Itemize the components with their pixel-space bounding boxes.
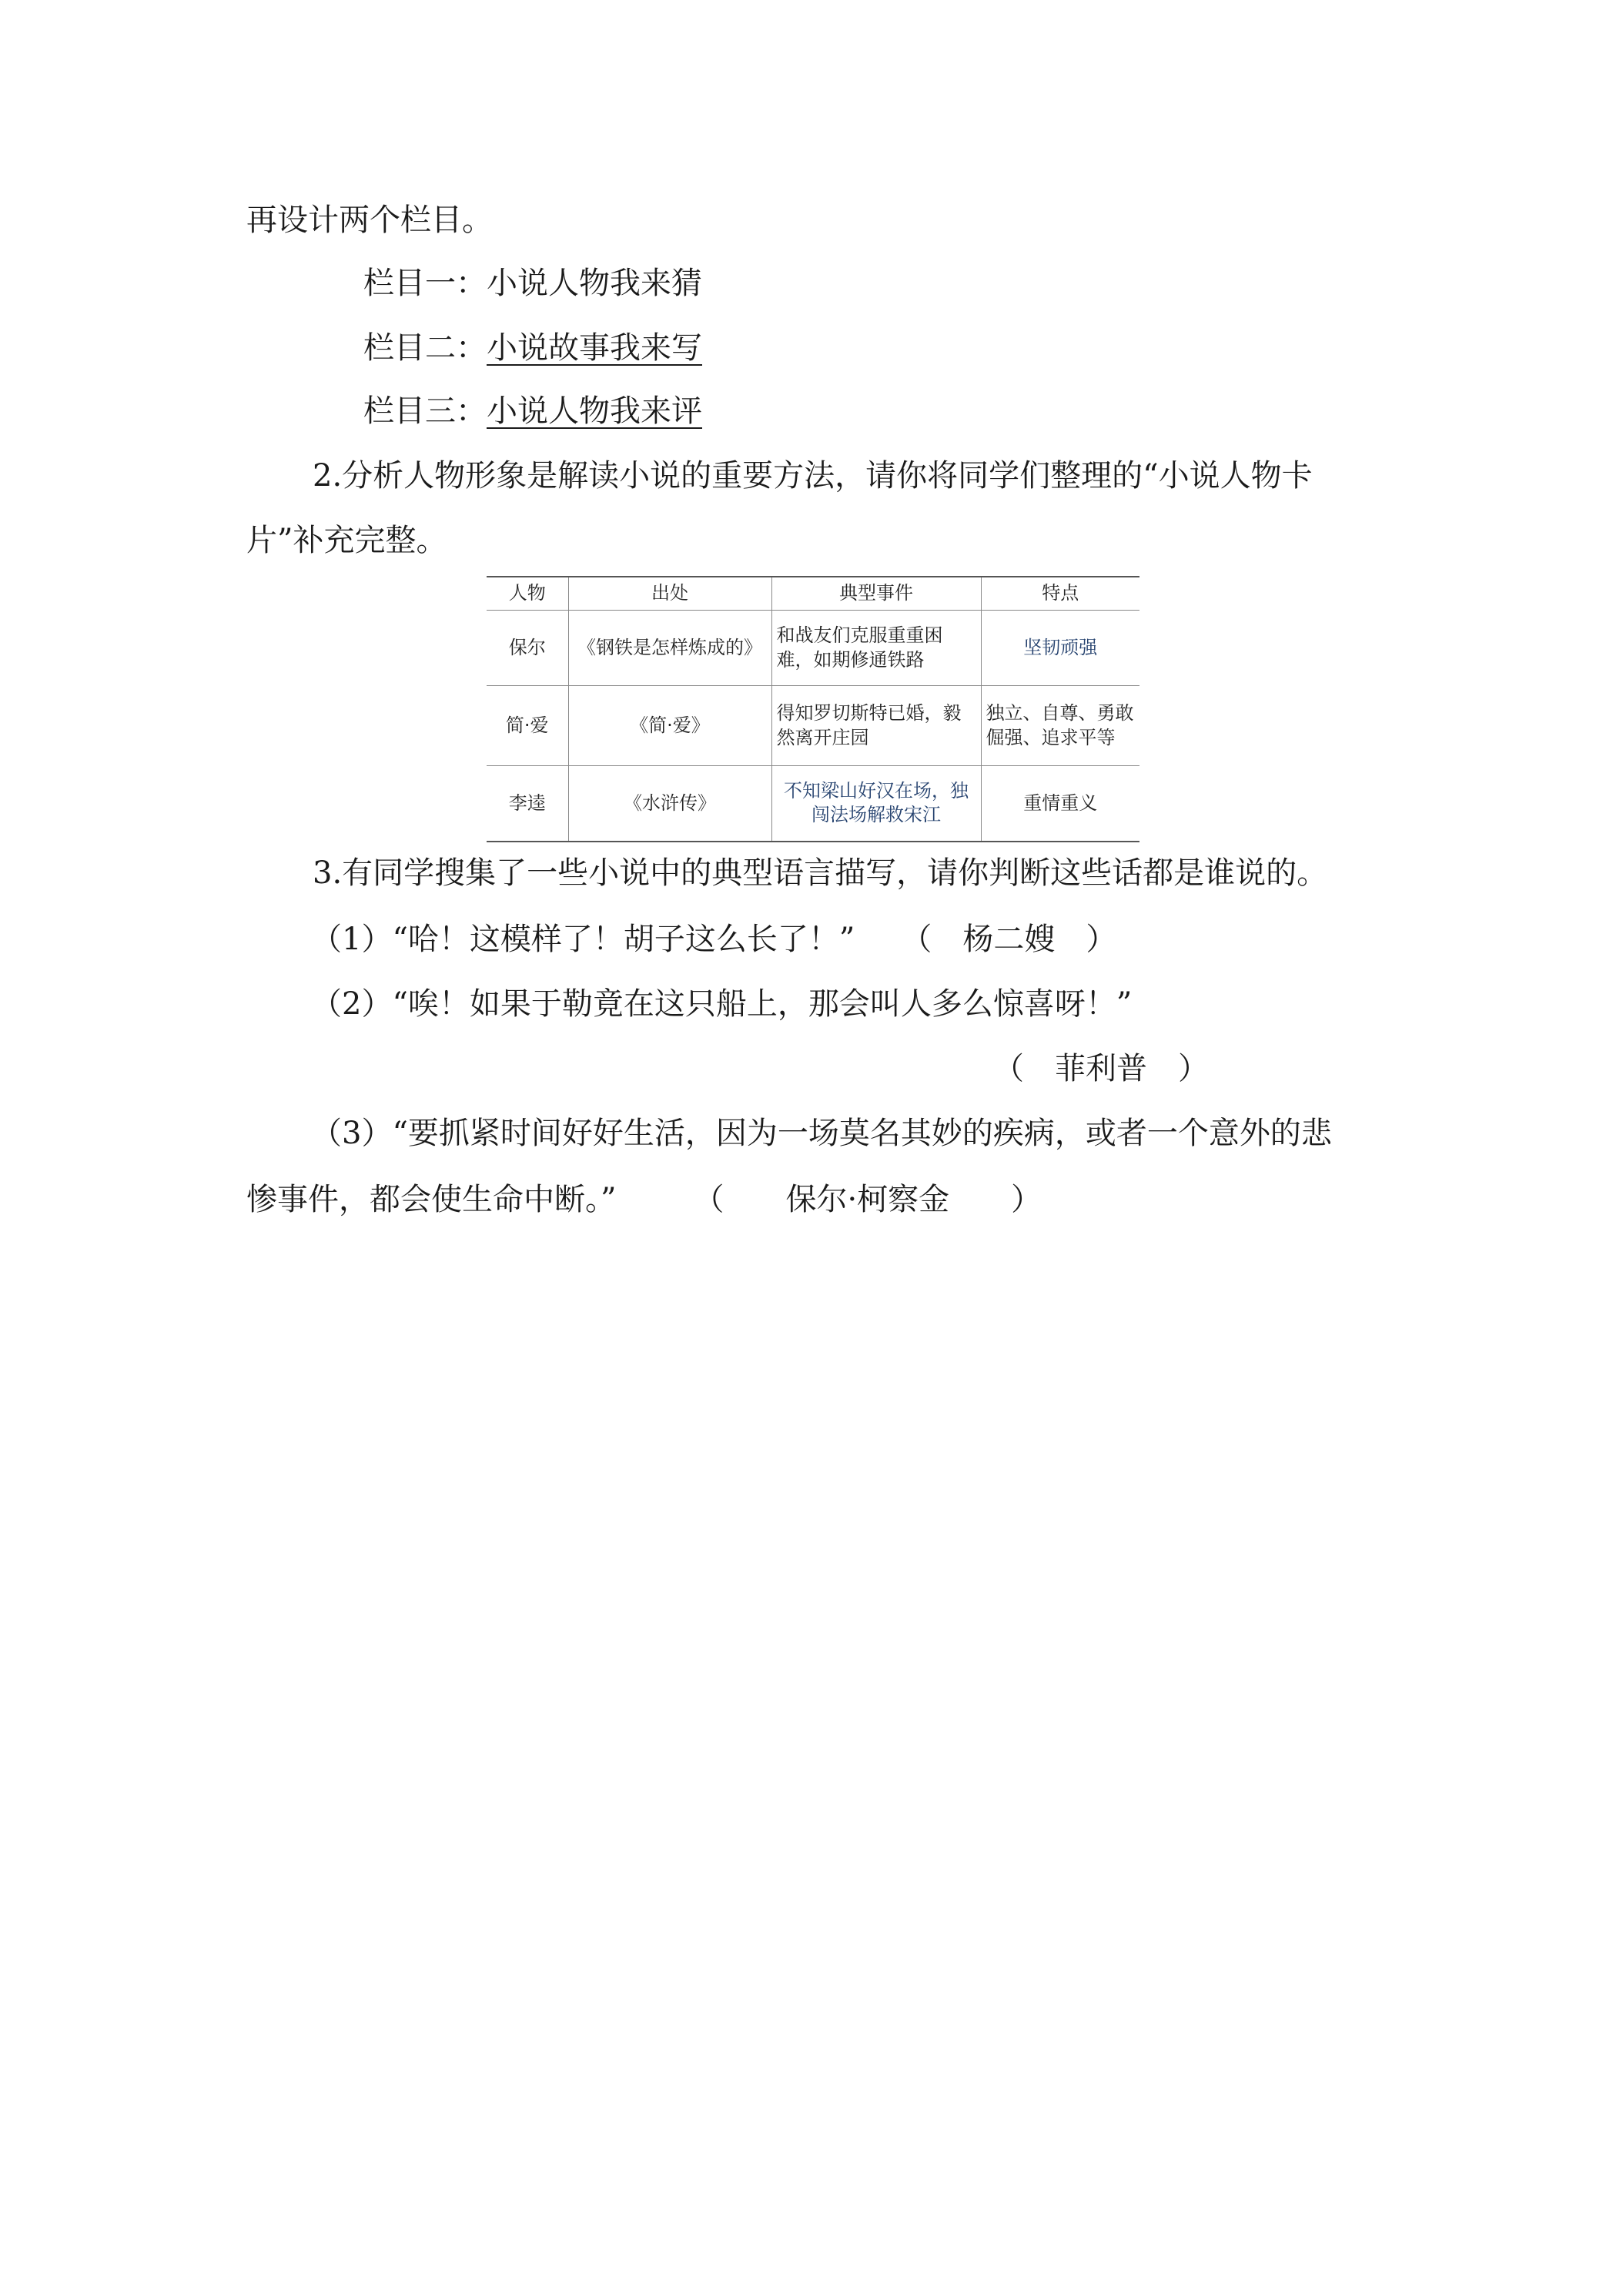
column-two-label: 栏目二： xyxy=(363,330,487,366)
item-1-answer: （ 杨二嫂 ） xyxy=(901,922,1117,957)
question-3-intro: 3.有同学搜集了一些小说中的典型语言描写，请你判断这些话都是谁说的。 xyxy=(313,855,1328,891)
character-card-table xyxy=(487,576,1139,842)
cell-source-answer: 《简·爱》 xyxy=(568,686,771,766)
cell-character: 保尔 xyxy=(487,611,568,686)
item-1-quote: （1）“哈！这模样了！胡子这么长了！” xyxy=(311,922,855,957)
header-trait: 特点 xyxy=(981,577,1139,611)
intro-line: 再设计两个栏目。 xyxy=(246,202,493,238)
column-three xyxy=(363,393,702,429)
column-one xyxy=(363,268,702,299)
cell-event: 得知罗切斯特已婚，毅然离开庄园 xyxy=(771,686,981,766)
header-character: 人物 xyxy=(487,577,568,611)
cell-source: 《钢铁是怎样炼成的》 xyxy=(568,611,771,686)
column-two-answer: 小说故事我来写 xyxy=(487,330,702,366)
cell-character: 李逵 xyxy=(487,766,568,842)
column-three-label: 栏目三： xyxy=(363,393,487,429)
question-3-item-2-answer: （ 菲利普 ） xyxy=(993,1051,1209,1086)
table-row xyxy=(487,766,1139,842)
cell-source-answer: 《水浒传》 xyxy=(568,766,771,842)
table-row xyxy=(487,686,1139,766)
question-2-line-1: 2.分析人物形象是解读小说的重要方法，请你将同学们整理的“小说人物卡 xyxy=(313,458,1313,494)
cell-trait-answer: 重情重义 xyxy=(981,766,1139,842)
cell-event: 和战友们克服重重困难，如期修通铁路 xyxy=(771,611,981,686)
column-one-value: 小说人物我来猜 xyxy=(487,266,702,301)
item-3-quote-end: 惨事件，都会使生命中断。” xyxy=(246,1182,617,1217)
column-three-answer: 小说人物我来评 xyxy=(487,393,702,429)
question-3-item-1 xyxy=(311,924,1116,955)
table-row xyxy=(487,611,1139,686)
cell-trait-answer: 坚韧顽强 xyxy=(981,611,1139,686)
column-two xyxy=(363,330,702,366)
question-3-item-3-line-2 xyxy=(246,1184,1042,1215)
question-3-item-3-line-1: （3）“要抓紧时间好好生活，因为一场莫名其妙的疾病，或者一个意外的悲 xyxy=(311,1116,1332,1151)
table-header-row xyxy=(487,577,1139,611)
header-event: 典型事件 xyxy=(771,577,981,611)
question-3-item-2-quote: （2）“唉！如果于勒竟在这只船上，那会叫人多么惊喜呀！” xyxy=(311,986,1133,1022)
header-source: 出处 xyxy=(568,577,771,611)
column-one-label: 栏目一： xyxy=(363,266,487,301)
item-3-answer: （ 保尔·柯察金 ） xyxy=(693,1182,1042,1217)
question-2-line-2: 片”补充完整。 xyxy=(246,523,447,558)
cell-trait: 独立、自尊、勇敢倔强、追求平等 xyxy=(981,686,1139,766)
cell-event-answer: 不知梁山好汉在场，独闯法场解救宋江 xyxy=(771,766,981,842)
cell-character: 简·爱 xyxy=(487,686,568,766)
